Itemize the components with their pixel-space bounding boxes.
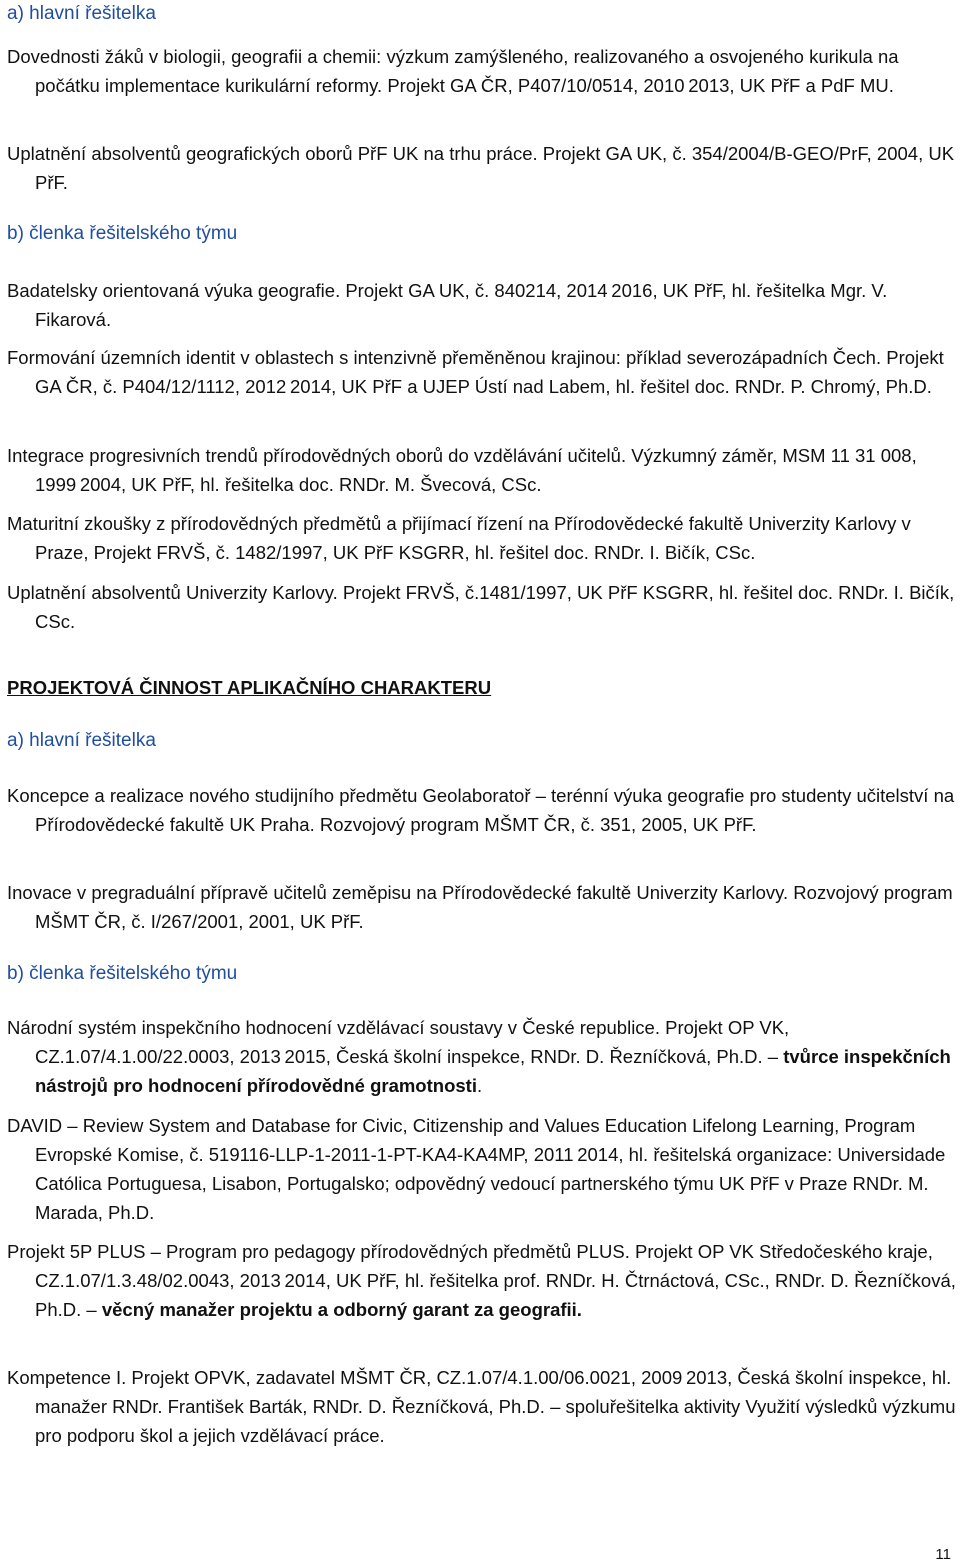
project-entry-end: . [476, 1075, 483, 1096]
project-entry: Kompetence I. Projekt OPVK, zadavatel MŠMT ČR, CZ.1.07/4.1.00/06.0021, 2009 2013, Česká školní inspekce, hl. manažer RNDr. František Barták, RNDr. D. Řezníčková, Ph.D. – spoluřešitelka aktivity Využití výsledků výzkumu pro podporu škol a jejich vzdělávací práce. [7, 1367, 956, 1446]
project-entry: Koncepce a realizace nového studijního předmětu Geolaboratoř – terénní výuka geografie pro studenty učitelství na Přírodovědecké fakultě UK Praha. Rozvojový program MŠMT ČR, č. 351, 2005, UK PřF. [7, 785, 955, 835]
project-entry: Dovednosti žáků v biologii, geografii a chemii: výzkum zamýšleného, realizovaného a osvojeného kurikula na počátku implementace kurikulární reformy. Projekt GA ČR, P407/10/0514, 2010 2013, UK PřF a PdF MU. [7, 46, 899, 96]
project-entry: Uplatnění absolventů geografických oborů PřF UK na trhu práce. Projekt GA UK, č. 354/2004/B-GEO/PrF, 2004, UK PřF. [7, 143, 955, 193]
heading-team-member: b) členka řešitelského týmu [7, 963, 238, 984]
heading-team-member: b) členka řešitelského týmu [7, 223, 238, 244]
project-entry: Integrace progresivních trendů přírodovědných oborů do vzdělávání učitelů. Výzkumný záměr, MSM 11 31 008, 1999 2004, UK PřF, hl. řešitelka doc. RNDr. M. Švecová, CSc. [7, 445, 917, 495]
page-number: 11 [935, 1546, 951, 1563]
project-entry: Badatelsky orientovaná výuka geografie. Projekt GA UK, č. 840214, 2014 2016, UK PřF, hl. řešitelka Mgr. V. Fikarová. [7, 280, 888, 330]
heading-main-investigator: a) hlavní řešitelka [7, 730, 156, 751]
project-entry-role: věcný manažer projektu a odborný garant za geografii. [101, 1299, 582, 1320]
project-entry-text: Projekt 5P PLUS – Program pro pedagogy přírodovědných předmětů PLUS. Projekt OP VK Středočeského kraje, CZ.1.07/1.3.48/02.0043, 2013 2014, UK PřF, hl. řešitelka prof. RNDr. H. Čtrnáctová, CSc., RNDr. D. Řezníčková, Ph.D. – [7, 1241, 956, 1320]
project-entry-role: tvůrce inspekčních nástrojů pro hodnocení přírodovědné gramotnosti [35, 1046, 951, 1096]
project-entry: Uplatnění absolventů Univerzity Karlovy. Projekt FRVŠ, č.1481/1997, UK PřF KSGRR, hl. řešitel doc. RNDr. I. Bičík, CSc. [7, 582, 955, 632]
project-entry-text: Národní systém inspekčního hodnocení vzdělávací soustavy v České republice. Projekt OP VK, CZ.1.07/4.1.00/22.0003, 2013 2015, Česká školní inspekce, RNDr. D. Řezníčková, Ph.D. – [7, 1017, 790, 1067]
project-entry: Inovace v pregraduální přípravě učitelů zeměpisu na Přírodovědecké fakultě Univerzity Karlovy. Rozvojový program MŠMT ČR, č. I/267/2001, 2001, UK PřF. [7, 882, 953, 932]
project-entry: Formování územních identit v oblastech s intenzivně přeměněnou krajinou: příklad severozápadních Čech. Projekt GA ČR, č. P404/12/1112, 2012 2014, UK PřF a UJEP Ústí nad Labem, hl. řešitel doc. RNDr. P. Chromý, Ph.D. [7, 347, 944, 397]
project-entry: DAVID – Review System and Database for Civic, Citizenship and Values Education Lifelong Learning, Program Evropské Komise, č. 519116-LLP-1-2011-1-PT-KA4-KA4MP, 2011 2014, hl. řešitelská organizace: Universidade Católica Portuguesa, Lisabon, Portugalsko; odpovědný vedoucí partnerského týmu UK PřF v Praze RNDr. M. Marada, Ph.D. [7, 1115, 946, 1223]
heading-main-investigator: a) hlavní řešitelka [7, 3, 156, 24]
project-entry [7, 1013, 960, 1100]
section-title: PROJEKTOVÁ ČINNOST APLIKAČNÍHO CHARAKTERU [7, 677, 492, 698]
project-entry [7, 1237, 960, 1324]
project-entry: Maturitní zkoušky z přírodovědných předmětů a přijímací řízení na Přírodovědecké fakultě Univerzity Karlovy v Praze, Projekt FRVŠ, č. 1482/1997, UK PřF KSGRR, hl. řešitel doc. RNDr. I. Bičík, CSc. [7, 513, 911, 563]
